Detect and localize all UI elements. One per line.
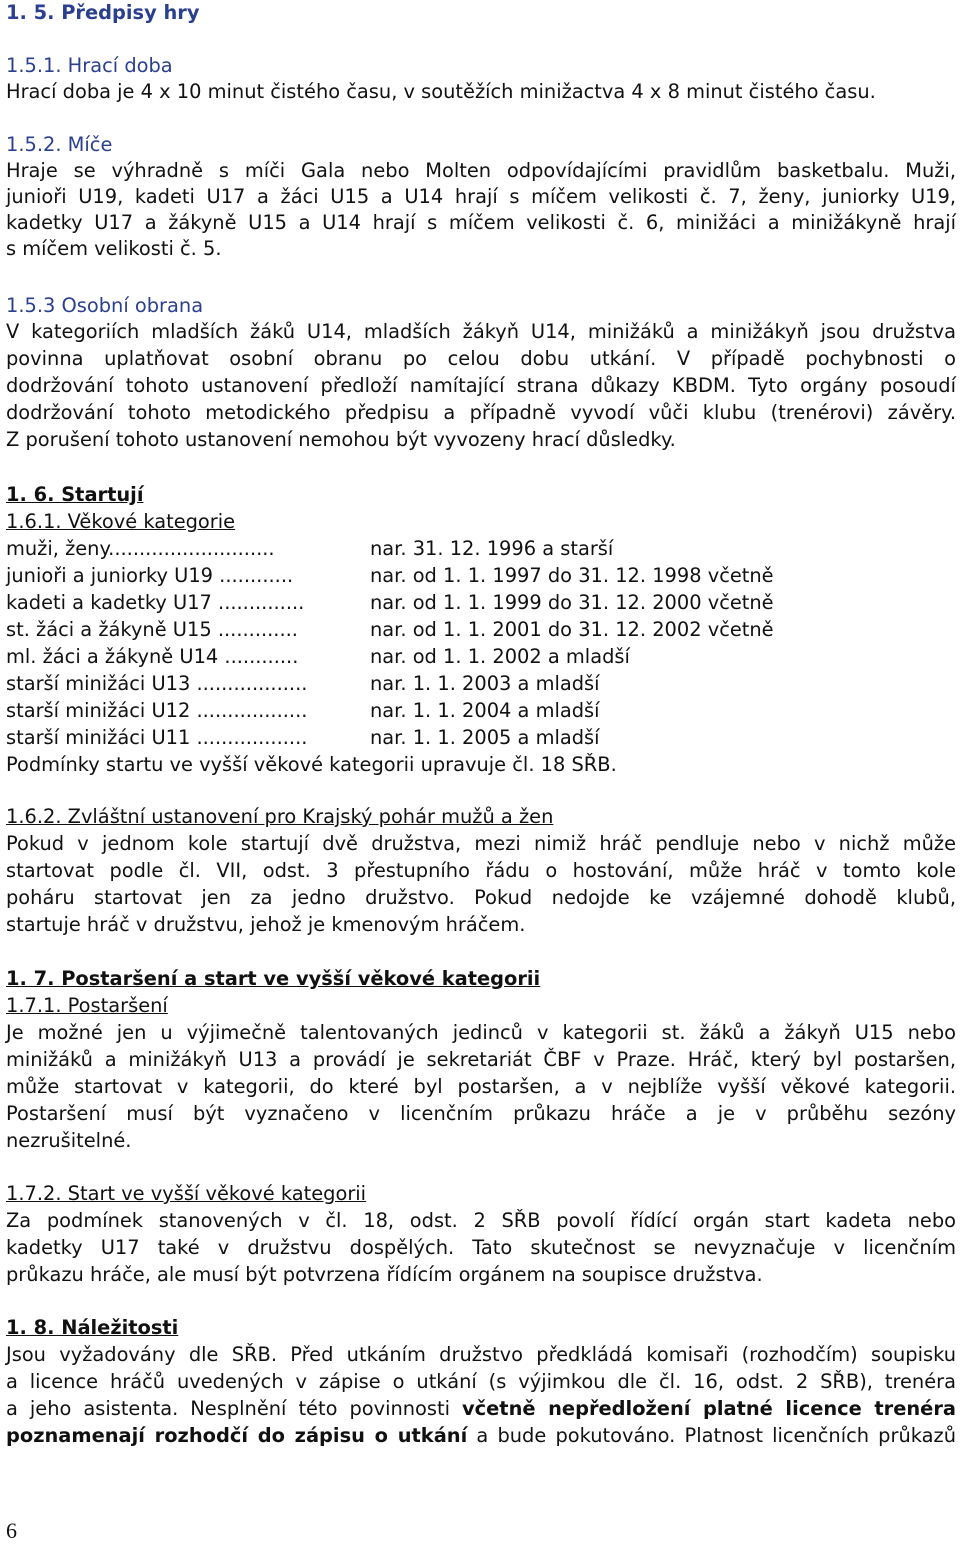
age-category-birth: nar. 31. 12. 1996 a starší bbox=[370, 537, 614, 560]
age-category-note: Podmínky startu ve vyšší věkové kategorii upravuje čl. 18 SŘB. bbox=[6, 753, 617, 776]
paragraph-balls-line-1: Hraje se výhradně s míči Gala nebo Molten odpovídajícími pravidlům basketbalu. Muži, bbox=[6, 159, 956, 182]
paragraph-defense-line-5: Z porušení tohoto ustanovení nemohou být vyvozeny hrací důsledky. bbox=[6, 428, 676, 451]
age-category-row bbox=[6, 644, 956, 670]
age-category-label: kadeti a kadetky U17 .............. bbox=[6, 591, 305, 614]
age-category-label: junioři a juniorky U19 ............ bbox=[6, 564, 294, 587]
paragraph-upgrade-line-3: může startovat v kategorii, do které byl postaršen, a v nejblíže vyšší věkové kategorii. bbox=[6, 1075, 956, 1098]
paragraph-higher-category-line-3: průkazu hráče, ale musí být potvrzena řídícím orgánem na soupisce družstva. bbox=[6, 1263, 763, 1286]
paragraph-upgrade-line-2: minižáků a minižákyň U13 a provádí je sekretariát ČBF v Praze. Hráč, který byl postaršen, bbox=[6, 1048, 956, 1071]
age-category-label: starší minižáci U11 .................. bbox=[6, 726, 308, 749]
paragraph-upgrade-line-4: Postaršení musí být vyznačeno v licenčním průkazu hráče a je v průběhu sezóny bbox=[6, 1102, 956, 1125]
paragraph-cup-line-2: startovat podle čl. VII, odst. 3 přestupního řádu o hostování, může hráč v tomto kole bbox=[6, 859, 956, 882]
paragraph-requirements-line-2: a licence hráčů uvedených v zápise o utkání (s výjimkou dle čl. 16, odst. 2 SŘB), trenéra bbox=[6, 1370, 956, 1393]
age-category-row bbox=[6, 698, 956, 724]
paragraph-balls-line-2: junioři U19, kadeti U17 a žáci U15 a U14 hrají s míčem velikosti č. 7, ženy, juniorky U19, bbox=[6, 185, 956, 208]
subsection-heading-1-6-1: 1.6.1. Věkové kategorie bbox=[6, 510, 236, 533]
age-category-birth: nar. 1. 1. 2003 a mladší bbox=[370, 672, 600, 695]
section-heading-1-5: 1. 5. Předpisy hry bbox=[6, 1, 200, 24]
paragraph-upgrade-line-1: Je možné jen u výjimečně talentovaných jedinců v kategorii st. žáků a žákyň U15 nebo bbox=[6, 1021, 956, 1044]
age-category-label: ml. žáci a žákyně U14 ............ bbox=[6, 645, 299, 668]
age-category-birth: nar. od 1. 1. 2002 a mladší bbox=[370, 645, 630, 668]
subsection-heading-1-5-1: 1.5.1. Hrací doba bbox=[6, 54, 173, 77]
age-category-label: muži, ženy........................... bbox=[6, 537, 275, 560]
paragraph-defense-line-4: dodržování tohoto metodického předpisu a případně vyvodí vůči klubu (trenérovi) závěry. bbox=[6, 401, 956, 424]
paragraph-cup-line-3: poháru startovat jen za jedno družstvo. Pokud nedojde ke vzájemné dohodě klubů, bbox=[6, 886, 956, 909]
paragraph-cup-line-1: Pokud v jednom kole startují dvě družstva, mezi nimiž hráč pendluje nebo v nichž může bbox=[6, 832, 956, 855]
age-category-label: starší minižáci U12 .................. bbox=[6, 699, 308, 722]
age-category-row bbox=[6, 590, 956, 616]
paragraph-defense-line-3: dodržování tohoto ustanovení předloží namítající strana důkazy KBDM. Tyto orgány posoudí bbox=[6, 374, 956, 397]
paragraph-defense-line-2: povinna uplatňovat osobní obranu po celou dobu utkání. V případě pochybnosti o bbox=[6, 347, 956, 370]
age-category-birth: nar. od 1. 1. 2001 do 31. 12. 2002 včetně bbox=[370, 618, 774, 641]
paragraph-game-time: Hrací doba je 4 x 10 minut čistého času, v soutěžích minižactva 4 x 8 minut čistého času. bbox=[6, 80, 876, 103]
age-category-birth: nar. od 1. 1. 1997 do 31. 12. 1998 včetně bbox=[370, 564, 774, 587]
section-heading-1-8: 1. 8. Náležitosti bbox=[6, 1316, 179, 1339]
age-category-birth: nar. 1. 1. 2004 a mladší bbox=[370, 699, 600, 722]
page-number: 6 bbox=[6, 1518, 17, 1543]
requirements-plain-text: a jeho asistenta. Nesplnění této povinnosti bbox=[6, 1397, 463, 1420]
requirements-bold-text: poznamenají rozhodčí do zápisu o utkání bbox=[6, 1424, 468, 1447]
paragraph-requirements-line-4 bbox=[6, 1423, 956, 1449]
age-category-row bbox=[6, 671, 956, 697]
paragraph-balls-line-4: s míčem velikosti č. 5. bbox=[6, 237, 222, 260]
paragraph-requirements-line-3 bbox=[6, 1396, 956, 1422]
paragraph-upgrade-line-5: nezrušitelné. bbox=[6, 1129, 132, 1152]
section-heading-1-6: 1. 6. Startují bbox=[6, 483, 144, 506]
section-heading-1-7: 1. 7. Postaršení a start ve vyšší věkové kategorii bbox=[6, 967, 541, 990]
paragraph-requirements-line-1: Jsou vyžadovány dle SŘB. Před utkáním družstvo předkládá komisaři (rozhodčím) soupisku bbox=[6, 1343, 956, 1366]
subsection-heading-1-7-1: 1.7.1. Postaršení bbox=[6, 994, 168, 1017]
requirements-plain-text: a bude pokutováno. Platnost licenčních průkazů bbox=[467, 1424, 956, 1447]
subsection-heading-1-5-3: 1.5.3 Osobní obrana bbox=[6, 294, 204, 317]
age-category-label: st. žáci a žákyně U15 ............. bbox=[6, 618, 298, 641]
paragraph-defense-line-1: V kategoriích mladších žáků U14, mladších žákyň U14, minižáků a minižákyň jsou družstva bbox=[6, 320, 956, 343]
age-category-row bbox=[6, 563, 956, 589]
age-category-label: starší minižáci U13 .................. bbox=[6, 672, 308, 695]
subsection-heading-1-5-2: 1.5.2. Míče bbox=[6, 133, 113, 156]
age-category-row bbox=[6, 536, 956, 562]
age-category-row bbox=[6, 725, 956, 751]
requirements-bold-text: včetně nepředložení platné licence trenéra bbox=[462, 1397, 956, 1420]
paragraph-cup-line-4: startuje hráč v družstvu, jehož je kmenovým hráčem. bbox=[6, 913, 526, 936]
paragraph-higher-category-line-1: Za podmínek stanovených v čl. 18, odst. 2 SŘB povolí řídící orgán start kadeta nebo bbox=[6, 1209, 956, 1232]
paragraph-balls-line-3: kadetky U17 a žákyně U15 a U14 hrají s míčem velikosti č. 6, minižáci a minižákyně hrají bbox=[6, 211, 956, 234]
paragraph-higher-category-line-2: kadetky U17 také v družstvu dospělých. Tato skutečnost se nevyznačuje v licenčním bbox=[6, 1236, 956, 1259]
subsection-heading-1-7-2: 1.7.2. Start ve vyšší věkové kategorii bbox=[6, 1182, 367, 1205]
subsection-heading-1-6-2: 1.6.2. Zvláštní ustanovení pro Krajský pohár mužů a žen bbox=[6, 805, 554, 828]
age-category-birth: nar. od 1. 1. 1999 do 31. 12. 2000 včetně bbox=[370, 591, 774, 614]
age-category-row bbox=[6, 617, 956, 643]
age-category-birth: nar. 1. 1. 2005 a mladší bbox=[370, 726, 600, 749]
